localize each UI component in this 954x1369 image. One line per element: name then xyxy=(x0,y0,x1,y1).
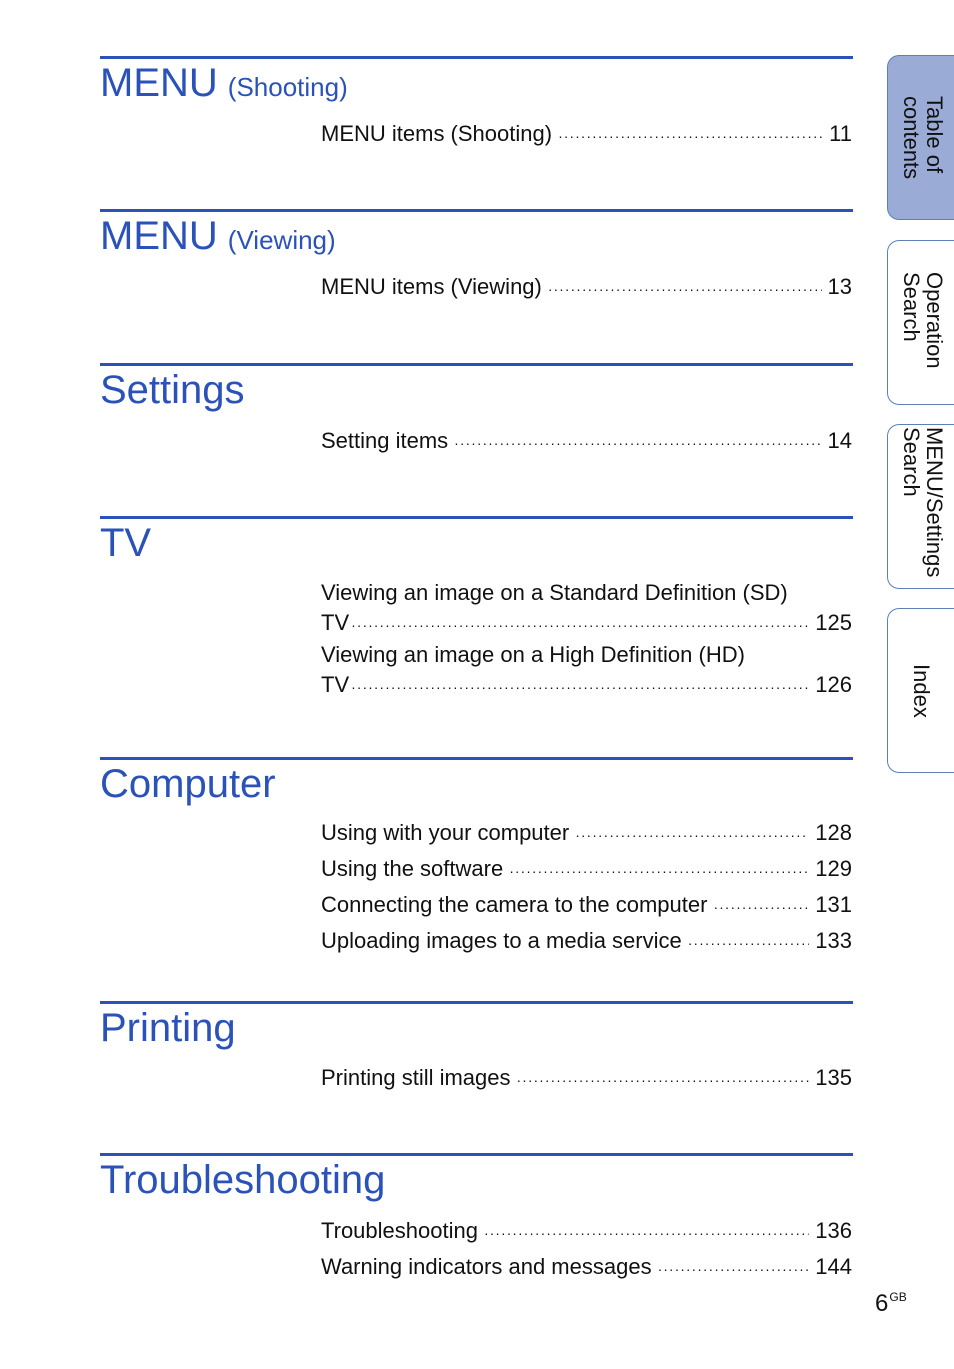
section-title-main: Printing xyxy=(100,1006,236,1050)
entry-label: MENU items (Shooting) xyxy=(321,121,553,146)
leader-dots xyxy=(688,927,810,960)
entry-label: Warning indicators and messages xyxy=(321,1254,652,1279)
section-title xyxy=(100,370,853,410)
tab-index[interactable] xyxy=(887,608,954,773)
entry-page: 135 xyxy=(815,1065,852,1090)
toc-entry[interactable] xyxy=(321,1214,852,1250)
entry-label: Troubleshooting xyxy=(321,1218,478,1243)
toc-entry[interactable] xyxy=(321,424,852,460)
leader-dots xyxy=(454,427,821,460)
leader-dots xyxy=(351,672,809,702)
section-troubleshooting xyxy=(100,1153,853,1200)
leader-dots xyxy=(509,855,809,888)
section-printing xyxy=(100,1001,853,1048)
toc-entry[interactable] xyxy=(321,640,852,702)
section-divider xyxy=(100,757,853,760)
section-divider xyxy=(100,363,853,366)
section-settings xyxy=(100,363,853,410)
entry-list xyxy=(321,270,852,306)
section-title xyxy=(100,1008,853,1048)
entry-label: Uploading images to a media service xyxy=(321,928,682,953)
entry-label: MENU items (Viewing) xyxy=(321,274,542,299)
page-number xyxy=(875,1290,907,1318)
leader-dots xyxy=(575,819,809,852)
toc-entry[interactable] xyxy=(321,924,852,960)
section-title-main: Computer xyxy=(100,762,276,806)
entry-list xyxy=(321,578,852,702)
leader-dots xyxy=(351,610,809,640)
entry-label: Printing still images xyxy=(321,1065,511,1090)
entry-label: Viewing an image on a High Definition (HD) xyxy=(321,642,745,667)
entry-list xyxy=(321,1061,852,1097)
entry-page: 131 xyxy=(815,892,852,917)
entry-list xyxy=(321,816,852,960)
entry-list xyxy=(321,117,852,153)
entry-label: Connecting the camera to the computer xyxy=(321,892,708,917)
section-title xyxy=(100,216,853,256)
tab-table-of-contents[interactable] xyxy=(887,55,954,220)
leader-dots xyxy=(548,273,822,306)
toc-entry[interactable] xyxy=(321,1250,852,1286)
section-menu-shooting xyxy=(100,56,853,103)
leader-dots xyxy=(517,1064,810,1097)
section-title-main: Troubleshooting xyxy=(100,1158,386,1202)
toc-entry[interactable] xyxy=(321,852,852,888)
section-title xyxy=(100,63,853,103)
section-title-main: TV xyxy=(100,521,152,565)
tab-label: MENU/Settings Search xyxy=(899,427,947,578)
tab-label: Table of contents xyxy=(899,96,947,180)
toc-entry[interactable] xyxy=(321,888,852,924)
section-title-main: MENU xyxy=(100,214,218,258)
tab-label: Operation Search xyxy=(899,272,947,369)
section-title xyxy=(100,523,853,563)
toc-entry[interactable] xyxy=(321,1061,852,1097)
leader-dots xyxy=(558,120,823,153)
page-number-suffix: GB xyxy=(889,1290,907,1304)
section-title-main: Settings xyxy=(100,368,245,412)
entry-page: 128 xyxy=(815,820,852,845)
section-divider xyxy=(100,1001,853,1004)
entry-page: 125 xyxy=(815,610,852,635)
entry-label: Using with your computer xyxy=(321,820,570,845)
entry-page: 14 xyxy=(827,428,852,453)
entry-page: 129 xyxy=(815,856,852,881)
tab-menu-settings-search[interactable] xyxy=(887,424,954,589)
toc-entry[interactable] xyxy=(321,816,852,852)
leader-dots xyxy=(484,1217,809,1250)
toc-entry[interactable] xyxy=(321,117,852,153)
entry-label: Viewing an image on a Standard Definition (SD) xyxy=(321,580,788,605)
entry-label-cont: TV xyxy=(321,672,350,697)
leader-dots xyxy=(658,1253,810,1286)
entry-page: 133 xyxy=(815,928,852,953)
entry-page: 136 xyxy=(815,1218,852,1243)
section-menu-viewing xyxy=(100,209,853,256)
section-title xyxy=(100,1160,853,1200)
entry-label: Using the software xyxy=(321,856,504,881)
section-title-sub: (Viewing) xyxy=(227,225,336,255)
entry-label: Setting items xyxy=(321,428,449,453)
section-divider xyxy=(100,516,853,519)
entry-page: 126 xyxy=(815,672,852,697)
section-divider xyxy=(100,209,853,212)
entry-page: 11 xyxy=(829,121,852,146)
entry-list xyxy=(321,424,852,460)
page-number-value: 6 xyxy=(875,1290,889,1317)
tab-operation-search[interactable] xyxy=(887,240,954,405)
entry-page: 13 xyxy=(827,274,852,299)
section-computer xyxy=(100,757,853,804)
section-title xyxy=(100,764,853,804)
tab-label: Index xyxy=(909,664,934,718)
entry-label-cont: TV xyxy=(321,610,350,635)
entry-list xyxy=(321,1214,852,1286)
toc-entry[interactable] xyxy=(321,270,852,306)
section-tv xyxy=(100,516,853,563)
section-divider xyxy=(100,1153,853,1156)
toc-entry[interactable] xyxy=(321,578,852,640)
section-title-sub: (Shooting) xyxy=(227,72,348,102)
entry-page: 144 xyxy=(815,1254,852,1279)
section-title-main: MENU xyxy=(100,61,218,105)
leader-dots xyxy=(713,891,809,924)
section-divider xyxy=(100,56,853,59)
